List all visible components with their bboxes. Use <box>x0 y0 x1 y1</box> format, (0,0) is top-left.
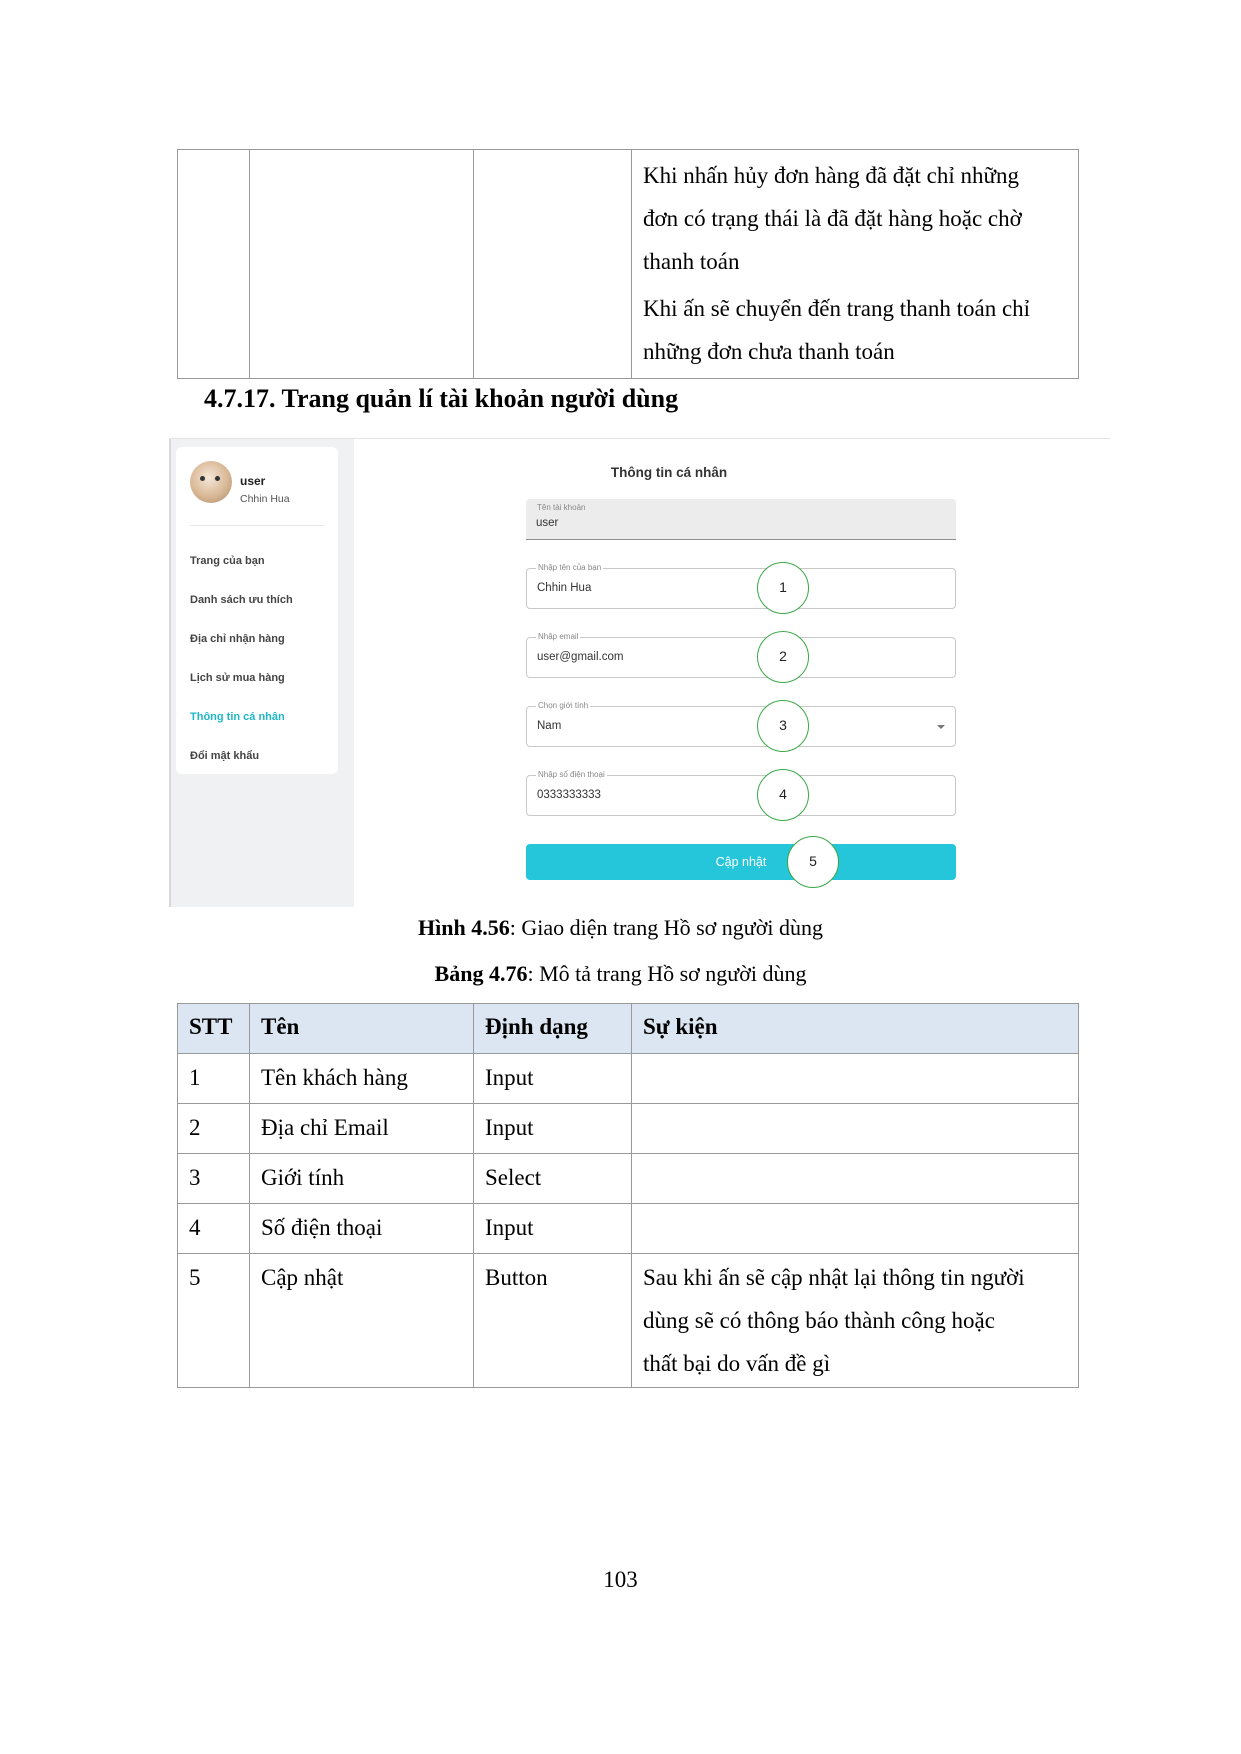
phone-input[interactable] <box>526 770 956 816</box>
sidebar-item-wishlist[interactable]: Danh sách ưu thích <box>190 594 293 606</box>
table-row <box>178 1254 1079 1388</box>
event-line: đơn có trạng thái là đã đặt hàng hoặc chờ <box>643 206 1022 231</box>
event-line: những đơn chưa thanh toán <box>643 339 895 364</box>
type-cell: Input <box>474 1204 632 1254</box>
field-value: Nam <box>537 720 562 732</box>
column-header: Sự kiện <box>632 1004 1079 1054</box>
field-value: 0333333333 <box>537 789 601 801</box>
event-line: dùng sẽ có thông báo thành công hoặc <box>643 1308 995 1333</box>
name-cell: Địa chỉ Email <box>250 1104 474 1154</box>
event-cell <box>632 1204 1079 1254</box>
event-line: thất bại do vấn đề gì <box>643 1351 831 1376</box>
type-cell: Select <box>474 1154 632 1204</box>
gender-select[interactable] <box>526 701 956 747</box>
sidebar-username: user <box>240 474 266 488</box>
stt-cell: 3 <box>178 1154 250 1204</box>
name-input[interactable] <box>526 563 956 609</box>
column-header: Tên <box>250 1004 474 1054</box>
stt-cell: 1 <box>178 1054 250 1104</box>
marker-5: 5 <box>787 836 839 888</box>
stt-cell: 5 <box>178 1254 250 1388</box>
table-row <box>178 1054 1079 1104</box>
event-cell <box>632 150 1079 379</box>
field-label: Nhập số điện thoại <box>538 770 605 779</box>
field-label: Chọn giới tính <box>538 701 589 710</box>
section-heading: 4.7.17. Trang quản lí tài khoản người dùng <box>204 384 679 413</box>
sidebar-divider <box>190 525 324 526</box>
type-cell: Input <box>474 1054 632 1104</box>
sidebar-item-order-history[interactable]: Lịch sử mua hàng <box>190 672 285 684</box>
table-row <box>178 1154 1079 1204</box>
column-header: Định dạng <box>474 1004 632 1054</box>
event-line: Khi nhấn hủy đơn hàng đã đặt chỉ những <box>643 163 1019 188</box>
sidebar <box>176 447 338 774</box>
field-value: user@gmail.com <box>537 651 624 663</box>
name-cell: Tên khách hàng <box>250 1054 474 1104</box>
sidebar-item-change-password[interactable]: Đổi mật khẩu <box>190 750 260 762</box>
sidebar-background <box>169 439 354 907</box>
marker-4: 4 <box>757 769 809 821</box>
sidebar-item-your-page[interactable]: Trang của bạn <box>190 555 265 567</box>
page-number: 103 <box>603 1567 638 1592</box>
chevron-down-icon[interactable] <box>937 725 945 729</box>
type-cell: Input <box>474 1104 632 1154</box>
figure-caption: Hình 4.56: Giao diện trang Hồ sơ người dùng <box>418 915 823 940</box>
event-cell <box>632 1254 1079 1388</box>
event-line: thanh toán <box>643 249 740 274</box>
email-input[interactable] <box>526 632 956 678</box>
sidebar-item-shipping-address[interactable]: Địa chỉ nhận hàng <box>190 633 285 645</box>
field-value: Chhin Hua <box>537 582 592 594</box>
table-row <box>178 1204 1079 1254</box>
field-label: Nhập email <box>538 632 579 641</box>
field-label: Tên tài khoản <box>537 503 586 512</box>
name-cell: Số điện thoại <box>250 1204 474 1254</box>
continuation-table <box>177 149 1079 379</box>
update-button[interactable]: Cập nhật <box>526 844 956 880</box>
event-line: Khi ấn sẽ chuyển đến trang thanh toán chỉ <box>643 296 1031 321</box>
account-field <box>526 499 956 540</box>
event-cell <box>632 1054 1079 1104</box>
event-line: Sau khi ấn sẽ cập nhật lại thông tin người <box>643 1265 1025 1290</box>
event-cell <box>632 1104 1079 1154</box>
stt-cell: 2 <box>178 1104 250 1154</box>
table-caption: Bảng 4.76: Mô tả trang Hồ sơ người dùng <box>434 961 807 986</box>
marker-3: 3 <box>757 700 809 752</box>
table-row <box>178 1104 1079 1154</box>
event-cell <box>632 1154 1079 1204</box>
column-header: STT <box>178 1004 250 1054</box>
type-cell: Button <box>474 1254 632 1388</box>
avatar[interactable] <box>190 461 232 503</box>
table-cell <box>178 150 250 379</box>
profile-screenshot <box>169 438 1110 906</box>
name-cell: Giới tính <box>250 1154 474 1204</box>
field-label: Nhập tên của bạn <box>538 563 602 572</box>
name-cell: Cập nhật <box>250 1254 474 1388</box>
stt-cell: 4 <box>178 1204 250 1254</box>
table-cell <box>250 150 474 379</box>
table-cell <box>474 150 632 379</box>
table-header-row <box>178 1004 1079 1054</box>
table-row <box>178 150 1079 379</box>
sidebar-display-name: Chhin Hua <box>240 493 290 505</box>
field-value: user <box>536 517 559 529</box>
description-table <box>177 1003 1079 1388</box>
sidebar-item-personal-info[interactable]: Thông tin cá nhân <box>190 711 285 723</box>
form-title: Thông tin cá nhân <box>610 465 728 480</box>
marker-1: 1 <box>757 562 809 614</box>
marker-2: 2 <box>757 631 809 683</box>
